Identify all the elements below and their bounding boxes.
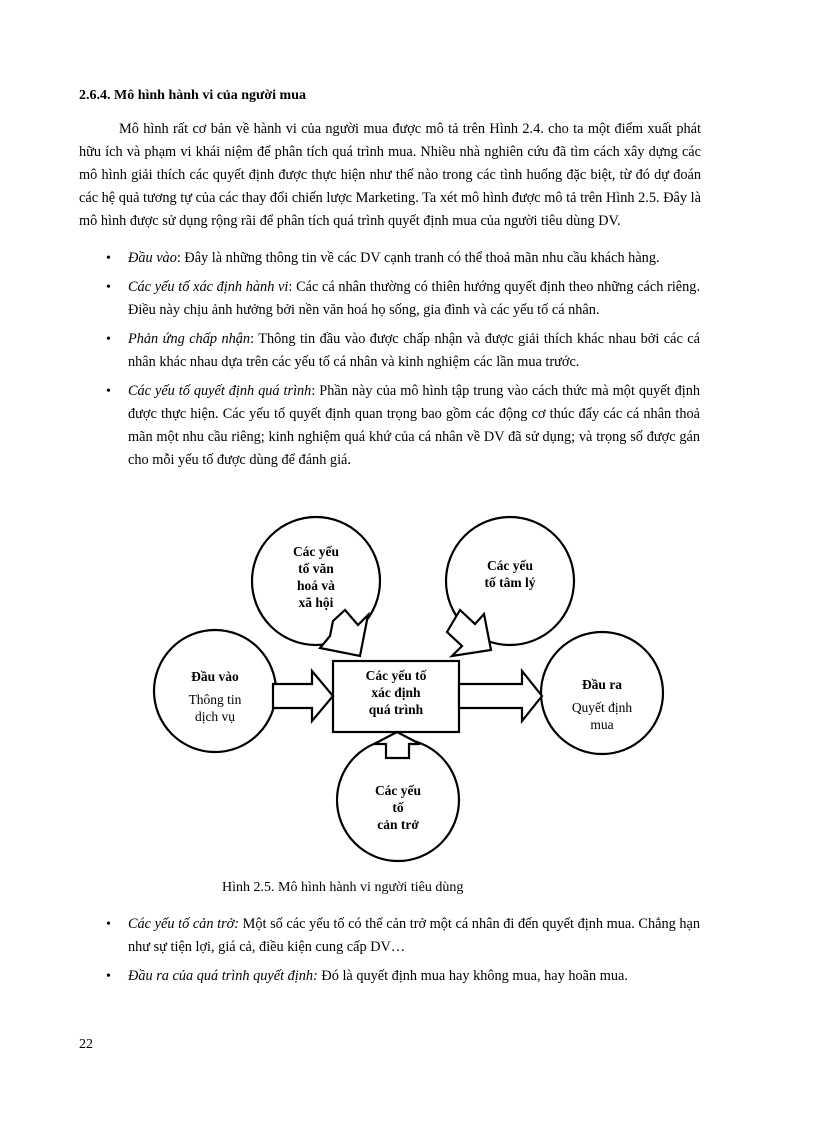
bullet-sep: :: [311, 383, 320, 399]
bullet-term: Các yếu tố cản trở:: [128, 916, 240, 932]
bullet-text: Đây là những thông tin về các DV cạnh tranh có thể thoả mãn nhu cầu khách hàng.: [184, 250, 660, 266]
section-heading: 2.6.4. Mô hình hành vi của người mua: [79, 88, 306, 103]
bullet-icon: •: [106, 384, 111, 399]
output-label: Đầu ra Quyết định mua: [571, 677, 633, 732]
bullet-term: Đầu ra của quá trình quyết định:: [128, 968, 318, 984]
bullet-term: Đầu vào: [128, 250, 177, 266]
bullet-sep: :: [288, 279, 297, 295]
arrow-center-to-output: [459, 671, 542, 721]
bullet-text: Các cá nhân thường có thiên hướng quyết định theo những cách riêng. Điều này chịu ảnh hưởng bởi nền văn hoá họ sống, gia đình và các yếu tố cá nhân.: [128, 279, 701, 318]
bullet-list-2: [104, 913, 700, 994]
bullet-text: Đó là quyết định mua hay không mua, hay hoãn mua.: [321, 968, 628, 984]
arrow-input-to-center: [273, 671, 333, 721]
psych-label: Các yếu tố tâm lý: [484, 558, 536, 590]
bullet-icon: •: [106, 917, 111, 932]
arrow-psych-to-center: [447, 610, 491, 656]
culture-label: Các yếu tố văn hoá và xã hội: [292, 544, 340, 610]
bullet-icon: •: [106, 280, 111, 295]
list-item: [104, 965, 700, 988]
bullet-sep: :: [176, 250, 185, 266]
bullet-icon: •: [106, 332, 111, 347]
bullet-text: Một số các yếu tố có thể cản trở một cá nhân đi đến quyết định mua. Chẳng hạn như sự tiện lợi, giá cả, điều kiện cung cấp DV…: [128, 916, 701, 955]
bullet-icon: •: [106, 251, 111, 266]
bullet-term: Các yếu tố xác định hành vi: [128, 279, 289, 295]
page-number: 22: [79, 1037, 93, 1052]
list-item: [104, 913, 700, 959]
input-label: Đầu vào Thông tin dịch vụ: [188, 669, 242, 724]
center-label: Các yếu tố xác định quá trình: [365, 668, 427, 717]
bullet-icon: •: [106, 969, 111, 984]
barrier-label: Các yếu tố cản trở: [374, 783, 422, 832]
bullet-term: Phản ứng chấp nhận: [128, 331, 251, 347]
figure-caption: Hình 2.5. Mô hình hành vi người tiêu dùng: [222, 880, 464, 895]
bullet-term: Các yếu tố quyết định quá trình: [128, 383, 312, 399]
bullet-text: Thông tin đầu vào được chấp nhận và được giải thích khác nhau bởi các cá nhân khác nhau dựa trên các yếu tố cá nhân và kinh nghiệm các lần mua trước.: [128, 331, 700, 370]
bullet-sep: :: [250, 331, 259, 347]
intro-paragraph: Mô hình rất cơ bản về hành vi của người mua được mô tả trên Hình 2.4. cho ta một điểm xuất phát hữu ích và phạm vi khái niệm để phân tích quá trình mua. Nhiều nhà nghiên cứu đã tìm cách xây dựng các mô hình giải thích các quyết định được thực hiện như thế nào trong các tình huống đặc biệt, từ đó dự đoán các hệ quả tương tự của các thay đổi chiến lược Marketing. Ta xét mô hình được mô tả trên Hình 2.5. Đây là mô hình được sử dụng rộng rãi để phân tích quá trình quyết định mua của người tiêu dùng DV.: [79, 121, 701, 229]
bullet-text: Phần này của mô hình tập trung vào cách thức mà một quyết định được thực hiện. Các yếu tố quyết định quan trọng bao gồm các động cơ thúc đẩy các cá nhân thoả mãn một nhu cầu riêng; kinh nghiệm quá khứ của cá nhân về DV đã sử dụng; và trọng số được gán cho mỗi yếu tố được dùng để đánh giá.: [128, 383, 700, 468]
